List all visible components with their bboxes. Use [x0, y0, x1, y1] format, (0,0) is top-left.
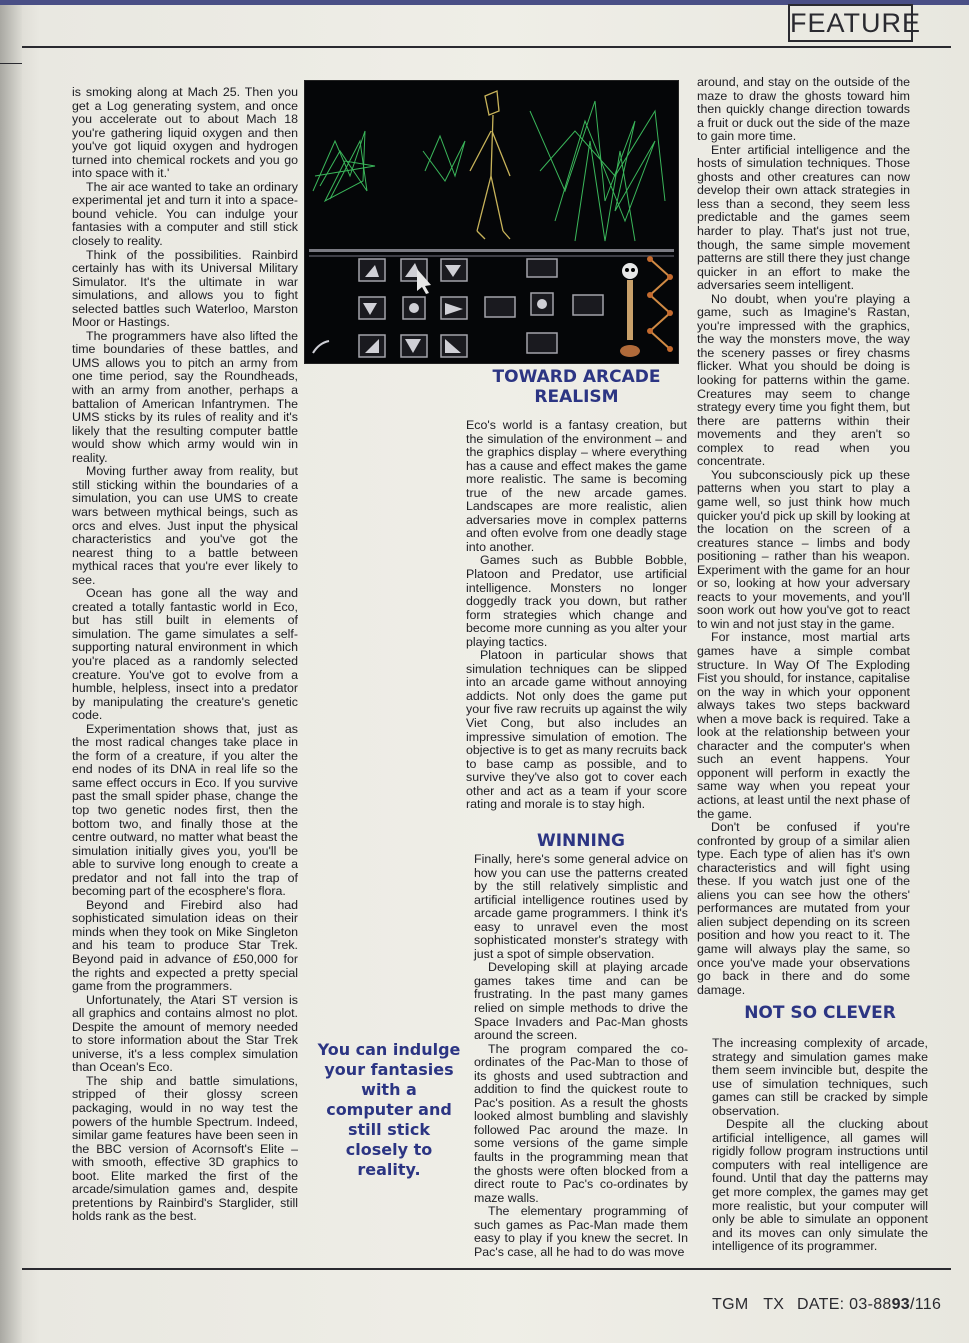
paragraph: around, and stay on the outside of the maze to draw the ghosts toward him then quickly change direction towards a fruit or duck out the side of the maze to gain more time.: [697, 75, 910, 144]
header-rule: [22, 46, 951, 48]
footer-rule: [22, 1268, 951, 1270]
paragraph: is smoking along at Mach 25. Then you get a Log generating system, and once you accelerate out to about Mach 18 you're gathering liquid oxygen and then you've got liquid oxygen and hydrogen turned into chemical rockets and you go into space with it.': [72, 85, 298, 181]
paragraph: Think of the possibilities. Rainbird certainly has with its Universal Military Simulator. It's the ultimate in war simulations, and allows you to fight selected battles such Waterloo, Marston Moor or Hastings.: [72, 247, 298, 330]
paragraph: Unfortunately, the Atari ST version is all graphics and contains almost no plot. Despite the amount of memory needed to store information about the Star Trek universe, it's a less complex simulation than Ocean's Eco.: [72, 992, 298, 1075]
column-2-bottom: [474, 831, 688, 1259]
paragraph: You subconsciously pick up these patterns when you start to play a game well, so just think how much quicker you'd pick up skill by looking at the location on the screen of a creatures stance – limbs and body positioning – rather than his weapon. Experiment with the game for an hour or so, looking at how your adversary reacts to your movements, and you'll soon work out how you've got to react to win and not just stay in the game.: [697, 467, 910, 631]
footer-date: DATE: 03-88: [797, 1296, 892, 1313]
section-label: FEATURE: [788, 4, 913, 42]
margin-rule: [0, 63, 22, 64]
column-3-top: [697, 76, 910, 997]
heading-toward-arcade-realism: TOWARD ARCADE REALISM: [492, 367, 661, 407]
pull-quote: You can indulge your fantasies with a computer and still stick closely to reality.: [317, 1040, 461, 1179]
paragraph: Ocean has gone all the way and created a totally fantastic world in Eco, but has still built in elements of simulation. The game simulates a self-supporting natural environment in which you're placed as a randomly selected creature. You've got to evolve from a humble, helpless, insect into a predator by manipulating the creature's genetic code.: [72, 586, 298, 723]
heading-not-so-clever: NOT SO CLEVER: [744, 1003, 896, 1023]
paragraph: For instance, most martial arts games have a simple combat structure. In Way Of The Exploding Fist you should, for instance, capitalise on the way in which your opponent always takes two steps backward when a move back is required. Take a look at the relationship between your character and the computer's when such an event happens. Your opponent will perform in exactly the same way when you repeat your actions, at least until the next phase of the game.: [697, 630, 910, 821]
paragraph: No doubt, when you're playing a game, such as Imagine's Rastan, you're impressed with the graphics, the way the monsters move, the way the scenery passes or firey chasms flicker. What you should be doing is looking for patterns within the game. Creatures may seem to change strategy every time you fight them, but there are patterns within their movements and they aren't so complex to read when you concentrate.: [697, 291, 910, 469]
heading-winning: WINNING: [536, 831, 626, 851]
column-2-top: [466, 367, 687, 812]
column-1: [72, 86, 298, 1224]
eco-screenshot-graphic: [305, 81, 678, 363]
footer-magazine: TGM: [712, 1296, 749, 1313]
footer-page-total: /116: [910, 1296, 942, 1313]
paragraph: Finally, here's some general advice on how you can use the patterns created by the still relatively simplistic and artificial intelligence routines used by arcade game programmers. I think it's easy to unravel even the most sophisticated monster's strategy with just a spot of simple observation.: [474, 852, 688, 961]
paragraph: Games such as Bubble Bobble, Platoon and Predator, use artificial intelligence. Monsters no longer doggedly track you down, but rather form strategies which change and become more cunning as you alter your playing tactics.: [466, 553, 687, 649]
paragraph: The program compared the co-ordinates of the Pac-Man to those of its ghosts and used subtraction and addition to find the quickest route to Pac's position. As a result the ghosts looked almost bumbling and slavishly followed Pac around the maze. In some versions of the game simple faults in the programming mean that the ghosts were often blocked from a direct route to Pac's co-ordinates by maze walls.: [474, 1041, 688, 1205]
paragraph: The ship and battle simulations, stripped of their glossy screen packaging, would in no way test the powers of the humble Spectrum. Indeed, similar game features have been seen in the BBC version of Acornsoft's Elite – with smooth, effective 3D graphics to boot. Elite marked the first of the arcade/simulation games and, despite pretentions by Rainbird's Starglider, still holds rank as the best.: [72, 1073, 298, 1224]
paragraph: Enter artificial intelligence and the hosts of simulation techniques. Those ghosts and other creatures can now develop their own attack strategies in less than a second, they seem less predictable and the games seem harder to play. That's just not true, though, the same simple movement patterns are still there they just change quicker in an effort to make the adversaries seem intelligent.: [697, 142, 910, 293]
footer-code: TX: [763, 1296, 785, 1313]
paragraph: The programmers have also lifted the time boundaries of these battles, and UMS allows you to pitch an army from one time period, say the Roundheads, with an army from another, perhaps a battalion of American Infantrymen. The UMS sticks by its rules of reality and it's likely that the resulting computer battle would show which army would win in reality.: [72, 328, 298, 465]
footer-page-number: 93: [891, 1296, 911, 1313]
paragraph: The elementary programming of such games as Pac-Man made them easy to play if you knew the secret. In Pac's case, all he had to do was move: [474, 1204, 688, 1259]
paragraph: Despite all the clucking about artificial intelligence, all games will rigidly follow program instructions until computers with real intelligence are found. Until that day the patterns may get more complex, the games may get more realistic, but your computer will only be able to simulate an opponent and its moves can only simulate the intelligence of its programmer.: [712, 1117, 928, 1254]
paragraph: Don't be confused if you're confronted by group of a similar alien type. Each type of alien has it's own characteristics and will fight using these. If you watch just one of the aliens you can see how the others' performances are mutated from your alien subject depending on its screen position and how you react to it. The game will always play the same, so once you've made your observations go back in there and do some damage.: [697, 820, 910, 997]
paragraph: Experimentation shows that, just as the most radical changes take place in the form of a creature, if you alter the end nodes of its DNA in real life so the same effect occurs in Eco. If you survive past the small spider phase, change the top two genetic nodes first, then the bottom two, and finally those at the centre outward, no matter what beast the simulation initially gives you, you'll be able to survive long enough to create a predator and not fall into the trap of becoming part of the ecosphere's flora.: [72, 721, 298, 899]
paragraph: Platoon in particular shows that simulation techniques can be slipped into an arcade game without annoying addicts. Not only does the game put your five raw recruits up against the wily Viet Cong, but also includes an impressive simulation of emotion. The objective is to get as many recruits back to base camp as possible, and to survive they've also got to cover each other and act as a team if your score rating and morale is to stay high.: [466, 648, 687, 812]
paragraph: Eco's world is a fantasy creation, but the simulation of the environment – and the graphics display – where everything has a cause and effect makes the game more realistic. The same is becoming true of the new arcade games. Landscapes are more realistic, alien adversaries move in complex patterns and often evolve from one deadly stage into another.: [466, 418, 687, 554]
binding-shadow: [0, 0, 22, 1343]
paragraph: The increasing complexity of arcade, strategy and simulation games make them seem invincible but, despite the use of simulation techniques, such games can still be cracked by simple observation.: [712, 1036, 928, 1118]
paragraph: Beyond and Firebird also had sophisticated simulation ideas on their minds when they took on Mike Singleton and his team to produce Star Trek. Beyond paid in advance of £50,000 for the rights and expected a pretty special game from the programmers.: [72, 897, 298, 994]
paragraph: Moving further away from reality, but still sticking within the boundaries of a simulation, you can use UMS to create wars between mythical beings, such as orcs and elves. Just input the physical characteristics and you've got the nearest thing to a battle between mythical races that you're ever likely to see.: [72, 464, 298, 587]
column-3-bottom: [712, 1003, 928, 1254]
paragraph: The air ace wanted to take an ordinary experimental jet and turn it into a space-bound vehicle. You can indulge your fantasies with a computer and still stick closely to reality.: [72, 179, 298, 249]
eco-game-screenshot: [304, 80, 679, 364]
paragraph: Developing skill at playing arcade games takes time and can be frustrating. In the past many games relied on simple methods to drive the Space Invaders and Pac-Man ghosts around the screen.: [474, 960, 688, 1043]
page-footer: [712, 1296, 941, 1314]
